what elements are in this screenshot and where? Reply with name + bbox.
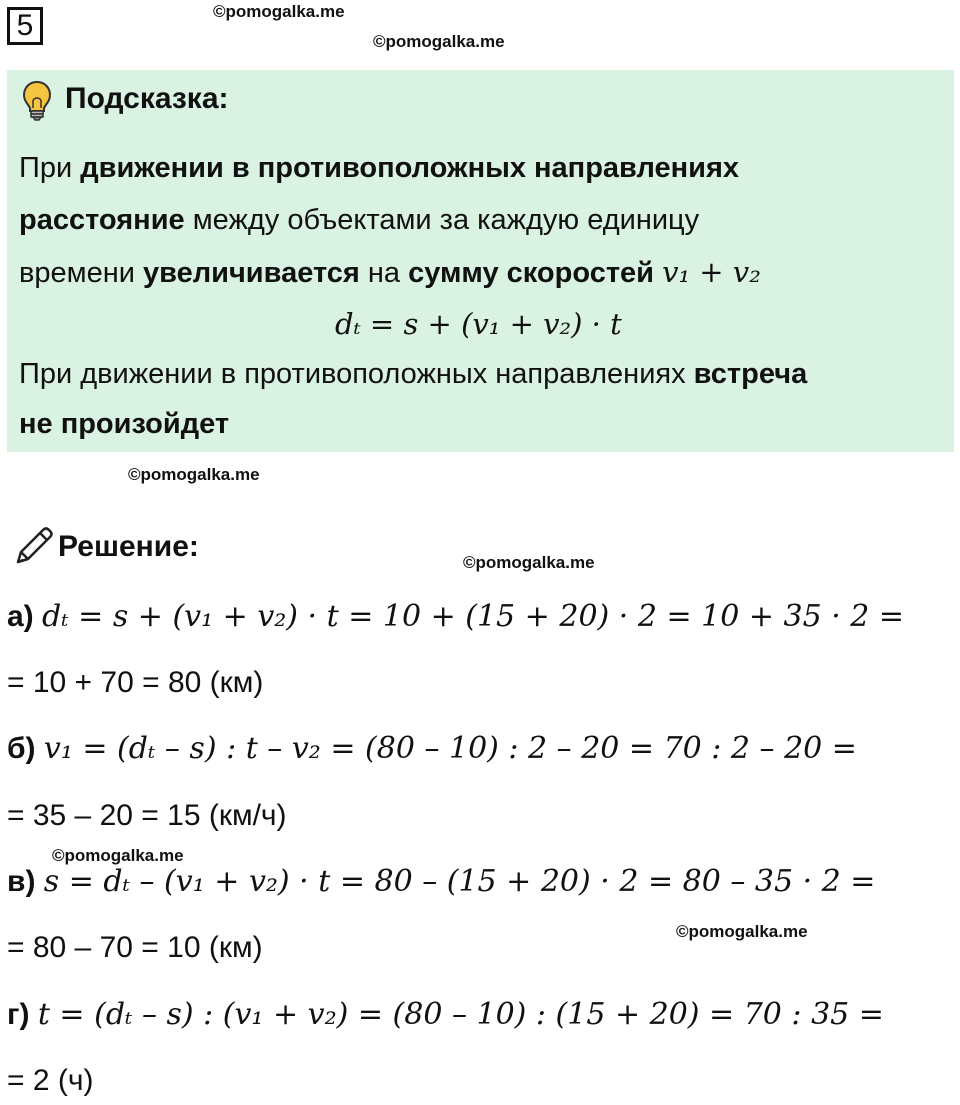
solution-title: Решение: [58, 530, 199, 563]
solution-d-line-1: г) t = (dₜ – s) : (v₁ + v₂) = (80 – 10) : (15 + 20) = 70 : 35 = [7, 997, 884, 1032]
task-number: 5 [7, 7, 43, 45]
watermark: ©pomogalka.me [463, 553, 595, 572]
hint-line-6: не произойдет [19, 408, 230, 440]
solution-c-line-1: в) s = dₜ – (v₁ + v₂) · t = 80 – (15 + 20) · 2 = 80 – 35 · 2 = [7, 864, 876, 899]
solution-b-line-2: = 35 – 20 = 15 (км/ч) [7, 799, 287, 832]
solution-a-line-2: = 10 + 70 = 80 (км) [7, 666, 264, 699]
distance-formula: dₜ = s + (v₁ + v₂) · t [335, 307, 622, 341]
solution-a-line-1: а) dₜ = s + (v₁ + v₂) · t = 10 + (15 + 20) · 2 = 10 + 35 · 2 = [7, 599, 905, 634]
lightbulb-icon [22, 80, 52, 122]
watermark: ©pomogalka.me [373, 32, 505, 51]
watermark: ©pomogalka.me [52, 846, 184, 865]
watermark: ©pomogalka.me [213, 2, 345, 21]
hint-line-2: расстояние между объектами за каждую единицу [19, 204, 700, 236]
watermark: ©pomogalka.me [676, 922, 808, 941]
solution-b-line-1: б) v₁ = (dₜ – s) : t – v₂ = (80 – 10) : 2 – 20 = 70 : 2 – 20 = [7, 731, 857, 766]
watermark: ©pomogalka.me [128, 465, 260, 484]
hint-title: Подсказка: [65, 82, 229, 115]
hint-line-3: времени увеличивается на сумму скоростей v₁ + v₂ [19, 255, 761, 289]
solution-c-line-2: = 80 – 70 = 10 (км) [7, 931, 263, 964]
solution-d-line-2: = 2 (ч) [7, 1064, 94, 1097]
hint-line-1: При движении в противоположных направлениях [19, 152, 740, 184]
hint-line-5: При движении в противоположных направлениях встреча [19, 358, 808, 390]
speed-sum-formula: v₁ + v₂ [662, 255, 761, 289]
pencil-icon [12, 524, 56, 568]
